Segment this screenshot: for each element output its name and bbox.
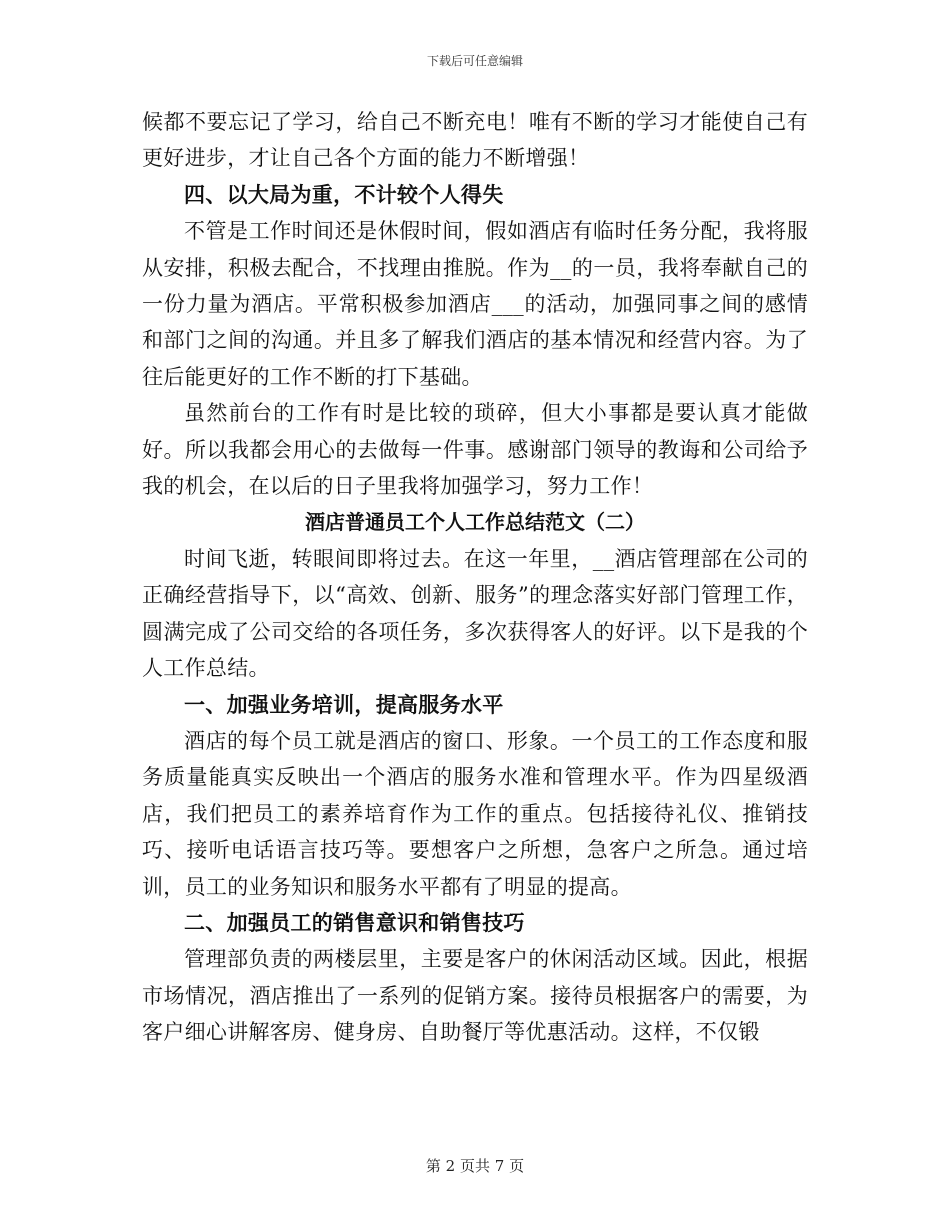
page-header: 下载后可任意编辑 — [426, 54, 523, 68]
document-body — [142, 104, 808, 1051]
section-heading-1: 一、加强业务培训，提高服务水平 — [184, 691, 504, 717]
paragraph: 不管是工作时间还是休假时间，假如酒店有临时任务分配，我将服从安排，积极去配合，不找理由推脱。作为__的一员，我将奉献自己的一份力量为酒店。平常积极参加酒店___的活动，加强同事之间的感情和部门之间的沟通。并且多了解我们酒店的基本情况和经营内容。为了往后能更好的工作不断的打下基础。 — [142, 219, 808, 389]
paragraph: 时间飞逝，转眼间即将过去。在这一年里，__酒店管理部在公司的正确经营指导下，以“高效、创新、服务”的理念落实好部门管理工作，圆满完成了公司交给的各项任务，多次获得客人的好评。以下是我的个人工作总结。 — [142, 546, 808, 681]
section-heading-4: 四、以大局为重，不计较个人得失 — [184, 181, 504, 207]
article-title: 酒店普通员工个人工作总结范文（二） — [305, 510, 645, 535]
paragraph: 酒店的每个员工就是酒店的窗口、形象。一个员工的工作态度和服务质量能真实反映出一个酒店的服务水准和管理水平。作为四星级酒店，我们把员工的素养培育作为工作的重点。包括接待礼仪、推销技巧、接听电话语言技巧等。要想客户之所想，急客户之所急。通过培训，员工的业务知识和服务水平都有了明显的提高。 — [142, 728, 808, 899]
section-heading-2: 二、加强员工的销售意识和销售技巧 — [184, 909, 525, 935]
paragraph-continuation: 候都不要忘记了学习，给自己不断充电！唯有不断的学习才能使自己有更好进步，才让自己各个方面的能力不断增强！ — [142, 110, 808, 171]
paragraph: 虽然前台的工作有时是比较的琐碎，但大小事都是要认真才能做好。所以我都会用心的去做每一件事。感谢部门领导的教诲和公司给予我的机会，在以后的日子里我将加强学习，努力工作！ — [142, 401, 808, 499]
paragraph: 管理部负责的两楼层里，主要是客户的休闲活动区域。因此，根据市场情况，酒店推出了一系列的促销方案。接待员根据客户的需要，为客户细心讲解客房、健身房、自助餐厅等优惠活动。这样，不仅锻 — [142, 947, 808, 1045]
page-footer: 第 2 页共 7 页 — [425, 1157, 525, 1175]
